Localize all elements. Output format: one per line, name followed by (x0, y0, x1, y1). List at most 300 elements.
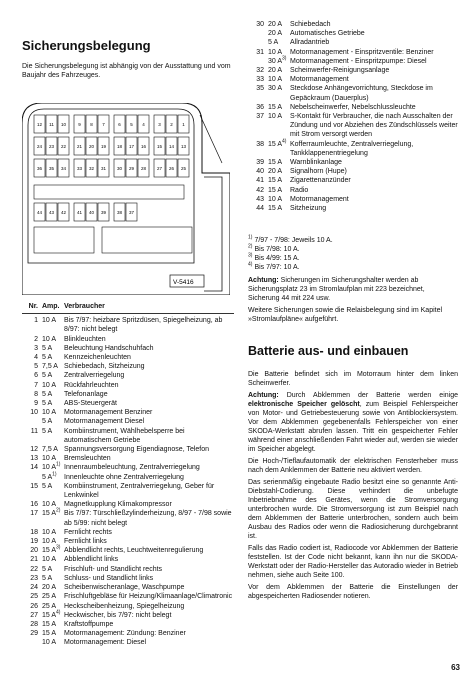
fuse-number: 12 (30, 446, 38, 454)
fuse-consumer: ABS-Steuergerät (64, 400, 117, 408)
table-row (248, 186, 458, 195)
fuse-consumer: Sitzheizung (290, 205, 327, 213)
fuse-ampere-value: 15 A (42, 547, 57, 555)
fuse-ampere (268, 167, 290, 176)
fuse-slot-number: 37 (128, 210, 135, 215)
fuse-slot-number: 9 (78, 122, 81, 127)
fuse-ampere-value: 5 A (42, 482, 53, 490)
attention-text: Sicherungen im Sicherungshalter werden ab Sicherungsplatz 23 im Stromlaufplan mit 223 bezeichnet, Sicherung 44 mit 224 usw. (248, 277, 425, 302)
fuse-ampere-value: 10 A (42, 409, 57, 417)
fuse-consumer: Bremsleuchten (64, 455, 111, 463)
fuse-ampere (268, 75, 290, 84)
fuse-number: 8 (34, 390, 38, 398)
fuse-ampere-value: 20 A (268, 67, 283, 75)
fuse-consumer: Beleuchtung Handschuhfach (64, 344, 154, 352)
fuse-number: 37 (256, 113, 264, 121)
table-row (22, 528, 234, 537)
fuse-consumer: Nebelscheinwerfer, Nebelschlussleuchte (290, 103, 416, 111)
footnote (248, 236, 458, 245)
fuse-number: 10 (30, 409, 38, 417)
fuse-ampere (42, 611, 64, 620)
fuse-ampere-value: 15 A (268, 177, 283, 185)
fuse-consumer: Schiebedach, Sitzheizung (64, 363, 145, 371)
fuse-slot-number: 35 (48, 166, 55, 171)
footnote (248, 263, 458, 272)
fuse-slot-number: 27 (156, 166, 163, 171)
footnote (248, 245, 458, 254)
fuse-slot-number: 26 (168, 166, 175, 171)
fuse-ampere-value: 10 A (42, 464, 57, 472)
fuse-slot-number: 13 (180, 144, 187, 149)
footnotes (248, 236, 458, 272)
fuse-ampere-value: 15 A (42, 630, 57, 638)
fuse-consumer: Kofferraumleuchte, Zentralverriegelung, Tankklappenentriegelung (290, 140, 414, 157)
fuse-ampere (42, 371, 64, 380)
notes-section (248, 236, 458, 327)
radio-note: Das serienmäßig eingebaute Radio besitzt eine so genannte Anti-Diebstahl-Codierung. Diese verhindert die unbefugte Inbetriebnahme des Gerätes, wenn die Stromversorgung unterbrochen wurde. Die Stromversorgung ist zum Beispiel nach dem Abklemmen der Batterie unterbrochen, sondern auch beim Ausbau des Radios oder wenn die Radiosicherung durchgebrannt ist. (248, 479, 458, 540)
fuse-number: 16 (30, 501, 38, 509)
footnote-marker: 1) (56, 462, 61, 469)
fuse-ampere-value: 10 A (42, 381, 57, 389)
fuse-ampere-value: 20 A (42, 584, 57, 592)
table-row (22, 353, 234, 362)
fuse-ampere-value: 5 A (42, 574, 53, 582)
fuse-ampere (268, 48, 290, 57)
fuse-ampere (42, 509, 64, 527)
fuse-ampere-value: 25 A (42, 602, 57, 610)
fuse-slot-number: 21 (76, 144, 83, 149)
table-row (22, 574, 234, 583)
fuse-consumer: Motormanagement (290, 76, 349, 84)
fuse-slot-number: 3 (158, 122, 161, 127)
fuse-ampere-value: 25 A (42, 593, 57, 601)
fuse-ampere-value: 5 A (42, 473, 53, 481)
fuse-slot-number: 14 (168, 144, 175, 149)
fuse-ampere-value: 10 A (268, 113, 283, 121)
footnote-text: 7/97 - 7/98: Jeweils 10 A. (254, 237, 333, 244)
table-row (22, 399, 234, 408)
fuse-consumer: Schluss- und Standlicht links (64, 574, 154, 582)
fuse-consumer: S-Kontakt für Verbraucher, die nach Ausschalten der Zündung und vor Abziehen des Zündschlüssels weiter mit Strom versorgt werden (290, 113, 458, 139)
fuse-slot-number: 6 (118, 122, 121, 127)
fuse-consumer: Abblendlicht links (64, 556, 119, 564)
fuse-ampere-value: 10 A (42, 639, 57, 647)
fuse-consumer: Zentralverriegelung (64, 372, 125, 380)
table-row (22, 316, 234, 334)
fuse-ampere (268, 29, 290, 38)
fuse-ampere-value: 5 A (42, 390, 53, 398)
fuse-ampere (42, 335, 64, 344)
fuse-consumer: Signalhorn (Hupe) (290, 168, 347, 176)
fuse-slot-number: 15 (156, 144, 163, 149)
fuse-slot-number: 24 (36, 144, 43, 149)
fuse-table-left (22, 302, 234, 648)
table-row (22, 546, 234, 555)
fuse-number: 44 (256, 205, 264, 213)
table-row (22, 565, 234, 574)
fuse-consumer: Frischluftgebläse für Heizung/Klimaanlage/Climatronic (64, 593, 233, 601)
relay-note: Weitere Sicherungen sowie die Relaisbelegung sind im Kapitel »Stromlaufpläne« aufgeführt. (248, 307, 443, 323)
fuse-ampere (268, 38, 290, 47)
fuse-number: 9 (34, 400, 38, 408)
table-row (22, 427, 234, 445)
fuse-number: 24 (30, 584, 38, 592)
fuse-number: 32 (256, 67, 264, 75)
fuse-ampere (42, 629, 64, 638)
table-row (22, 335, 234, 344)
fuse-ampere-value: 10 A (268, 195, 283, 203)
fuse-table-right (248, 20, 458, 213)
fuse-ampere (42, 546, 64, 555)
fuse-slot-number: 23 (48, 144, 55, 149)
table-row (248, 140, 458, 158)
fuse-consumer: Innenraumbeleuchtung, Zentralverriegelung (64, 464, 200, 472)
fuse-consumer: Zigarettenanzünder (290, 177, 351, 185)
table-row (22, 509, 234, 527)
fuse-ampere (42, 445, 64, 454)
fuse-number: 31 (256, 48, 264, 56)
fuse-ampere (42, 362, 64, 371)
table-row (22, 371, 234, 380)
fuse-consumer: Motormanagement Diesel (64, 418, 145, 426)
table-row (22, 592, 234, 601)
fuse-ampere-value: 15 A (42, 620, 57, 628)
fuse-slot-number: 22 (60, 144, 67, 149)
fuse-ampere (42, 427, 64, 445)
fuse-ampere (42, 592, 64, 601)
page-title: Sicherungsbelegung (22, 38, 151, 53)
fuse-consumer: Bis 7/97: Türschließzylinderheizung, 8/97 - 7/98 sowie ab 5/99: nicht belegt (64, 510, 232, 527)
table-row (22, 629, 234, 638)
fuse-ampere (42, 381, 64, 390)
footnote-text: Bis 7/97: 10 A. (254, 264, 300, 271)
fuse-ampere (42, 528, 64, 537)
table-header (22, 302, 234, 314)
fuse-consumer: Rückfahrleuchten (64, 381, 119, 389)
fuse-ampere (42, 500, 64, 509)
header-consumer: Verbraucher (64, 303, 105, 310)
fuse-number: 21 (30, 556, 38, 564)
fuse-number (22, 638, 42, 647)
fuse-slot-number: 29 (128, 166, 135, 171)
fuse-number: 7 (34, 381, 38, 389)
fuse-slot-number: 32 (88, 166, 95, 171)
fuse-ampere-value: 10 A (42, 455, 57, 463)
fuse-ampere-value: 15 A (268, 140, 283, 148)
code-note: Falls das Radio codiert ist, Radiocode vor Abklemmen der Batterie feststellen. Ist der Code nicht bekannt, kann ihn nur die SKODA-Werkstatt oder der Radio-Hersteller das Autoradio wieder in Betrieb nehmen, siehe auch Seite 100. (248, 545, 458, 579)
fuse-slot-number: 10 (60, 122, 67, 127)
table-row (248, 84, 458, 102)
fuse-consumer: Magnetkupplung Klimakompressor (64, 501, 172, 509)
fuse-number (248, 29, 268, 38)
fuse-ampere (42, 417, 64, 426)
fuse-consumer: Fernlicht links (64, 538, 107, 546)
fuse-slot-number: 7 (102, 122, 105, 127)
table-row (248, 112, 458, 140)
table-row (22, 620, 234, 629)
fuse-consumer: Warnblinkanlage (290, 159, 342, 167)
footnote-marker: 1) (52, 471, 57, 478)
fuse-number: 29 (30, 630, 38, 638)
fuse-slot-number: 18 (116, 144, 123, 149)
fuse-consumer: Telefonanlage (64, 390, 108, 398)
fuse-ampere-value: 15 A (42, 611, 57, 619)
fuse-ampere-value: 20 A (268, 168, 283, 176)
fuse-ampere (42, 555, 64, 564)
fuse-number: 20 (30, 547, 38, 555)
fuse-ampere (42, 620, 64, 629)
fuse-consumer: Abblendlicht rechts, Leuchtweitenregulierung (64, 547, 204, 555)
fuse-number: 30 (256, 21, 264, 28)
fuse-ampere (42, 602, 64, 611)
fuse-number: 5 (34, 363, 38, 371)
table-row (248, 103, 458, 112)
fuse-number (248, 38, 268, 47)
fuse-slot-number: 42 (60, 210, 67, 215)
footnote-mark: 2) (248, 243, 253, 250)
fuse-slot-number: 25 (180, 166, 187, 171)
fuse-consumer: Frischluft- und Standlicht rechts (64, 565, 163, 573)
footnote-marker: 2) (56, 508, 61, 515)
fuse-ampere-value: 5 A (42, 372, 53, 380)
battery-intro: Die Batterie befindet sich im Motorraum hinter dem linken Scheinwerfer. (248, 371, 458, 387)
table-row (22, 611, 234, 620)
fuse-number: 40 (256, 168, 264, 176)
fuse-ampere-value: 15 A (268, 159, 283, 167)
fuse-number: 26 (30, 602, 38, 610)
fuse-box-diagram (22, 103, 230, 295)
attention-note-battery (248, 391, 458, 454)
fuse-number: 35 (256, 85, 264, 93)
fuse-number: 1 (34, 317, 38, 325)
fuse-slot-number: 36 (36, 166, 43, 171)
fuse-number: 4 (34, 354, 38, 362)
fuse-ampere-value: 20 A (268, 30, 283, 38)
fuse-ampere-value: 7,5 A (42, 363, 58, 371)
fuse-ampere-value: 5 A (42, 354, 53, 362)
table-row (22, 500, 234, 509)
attention-label: Achtung: (248, 277, 279, 284)
fuse-consumer: Fernlicht rechts (64, 528, 112, 536)
fuse-ampere-value: 5 A (42, 427, 53, 435)
fuse-number: 6 (34, 372, 38, 380)
fuse-slot-number: 43 (48, 210, 55, 215)
table-row (22, 555, 234, 564)
fuse-ampere-value: 10 A (42, 501, 57, 509)
fuse-ampere-value: 10 A (42, 538, 57, 546)
fuse-slot-number: 39 (100, 210, 107, 215)
fuse-ampere (42, 353, 64, 362)
fuse-slot-number: 1 (182, 122, 185, 127)
fuse-slot-number: 8 (90, 122, 93, 127)
fuse-ampere-value: 5 A (42, 565, 53, 573)
fuse-slot-number: 30 (116, 166, 123, 171)
table-row (248, 167, 458, 176)
fuse-number (22, 417, 42, 426)
header-amp: Amp. (42, 303, 60, 310)
fuse-ampere (42, 638, 64, 647)
fuse-consumer: Schiebedach (290, 21, 331, 28)
fuse-number: 3 (34, 344, 38, 352)
fuse-slot-number: 16 (140, 144, 147, 149)
fuse-ampere-value: 10 A (268, 76, 283, 84)
fuse-slot-number: 40 (88, 210, 95, 215)
fuse-ampere (42, 537, 64, 546)
attention-text-bold: elektronische Speicher gelöscht (248, 401, 360, 408)
intro-text: Die Sicherungsbelegung ist abhängig von der Ausstattung und vom Baujahr des Fahrzeuges. (22, 63, 231, 79)
fuse-consumer: Scheinwerfer-Reinigungsanlage (290, 67, 390, 75)
fuse-number: 36 (256, 103, 264, 111)
page-number: 63 (451, 663, 460, 672)
footnote (248, 254, 458, 263)
fuse-number: 42 (256, 186, 264, 194)
fuse-ampere-value: 10 A (268, 48, 283, 56)
table-row (22, 473, 234, 482)
fuse-ampere (42, 408, 64, 417)
fuse-consumer: Radio (290, 186, 309, 194)
fuse-ampere (42, 454, 64, 463)
footnote-mark: 1) (248, 234, 253, 241)
footnote-text: Bis 7/98: 10 A. (254, 246, 300, 253)
fuse-slot-number: 19 (100, 144, 107, 149)
attention-label: Achtung: (248, 392, 279, 399)
fuse-consumer: Kombiinstrument, Zentralverriegelung, Geber für Lenkwinkel (64, 482, 215, 500)
fuse-slot-number: 2 (170, 122, 173, 127)
fuse-ampere (268, 195, 290, 204)
fuse-consumer: Innenleuchte ohne Zentralverriegelung (64, 473, 184, 481)
figure-label: V-5416 (173, 279, 194, 286)
fuse-consumer: Steckdose Anhängevorrichtung, Steckdose im Gepäckraum (Dauerplus) (290, 85, 433, 102)
fuse-ampere-value: 7,5 A (42, 446, 58, 454)
attention-note-fuses (248, 276, 458, 303)
table-row (248, 29, 458, 38)
battery-section (248, 370, 458, 604)
fuse-ampere-value: 30 A (268, 85, 283, 93)
fuse-ampere-value: 5 A (268, 39, 279, 47)
fuse-consumer: Kraftstoffpumpe (64, 620, 114, 628)
fuse-consumer: Motormanagement - Einspritzventile: Benziner (290, 48, 434, 56)
fuse-slot-number: 11 (49, 122, 54, 127)
fuse-ampere (268, 176, 290, 185)
fuse-ampere-value: 15 A (268, 205, 283, 213)
table-row (22, 454, 234, 463)
table-row (248, 38, 458, 47)
fuse-number: 28 (30, 620, 38, 628)
fuse-consumer: Motormanagement: Zündung: Benziner (64, 630, 186, 638)
fuse-ampere (268, 158, 290, 167)
fuse-ampere (268, 20, 290, 29)
fuse-ampere-value: 15 A (268, 103, 283, 111)
fuse-number: 13 (30, 455, 38, 463)
table-row (22, 390, 234, 399)
fuse-number: 11 (30, 427, 38, 435)
table-row (248, 176, 458, 185)
table-row (248, 204, 458, 213)
fuse-consumer: Motormanagement Benziner (64, 409, 153, 417)
fuse-number: 18 (30, 528, 38, 536)
table-row (22, 537, 234, 546)
fuse-ampere (268, 186, 290, 195)
table-row (248, 75, 458, 84)
fuse-ampere-value: 20 A (268, 21, 283, 28)
fuse-consumer: Heckscheibenheizung, Spiegelheizung (64, 602, 185, 610)
fuse-number: 43 (256, 195, 264, 203)
fuse-ampere-value: 30 A (268, 57, 283, 65)
fuse-consumer: Motormanagement - Einspritzpumpe: Diesel (290, 57, 427, 65)
fuse-ampere-value: 10 A (42, 317, 57, 325)
fuse-ampere (268, 140, 290, 158)
fuse-slot-number: 34 (60, 166, 67, 171)
fuse-consumer: Allradantrieb (290, 39, 330, 47)
fuse-ampere (42, 473, 64, 482)
fuse-slot-number: 31 (100, 166, 107, 171)
table-row (22, 417, 234, 426)
table-row (22, 638, 234, 647)
fuse-ampere-value: 10 A (42, 335, 57, 343)
fuse-ampere (42, 482, 64, 500)
fuse-slot-number: 41 (76, 210, 83, 215)
fuse-ampere (42, 316, 64, 334)
fuse-consumer: Automatisches Getriebe (290, 30, 365, 38)
fuse-ampere-value: 5 A (42, 344, 53, 352)
footnote-marker: 4) (282, 138, 287, 145)
fuse-number (248, 57, 268, 66)
fuse-consumer: Spannungsversorgung Eigendiagnose, Telefon (64, 446, 210, 454)
fuse-number: 27 (30, 611, 38, 619)
table-row (248, 66, 458, 75)
section-title: Batterie aus- und einbauen (248, 344, 409, 358)
fuse-slot-number: 28 (140, 166, 147, 171)
table-row (22, 445, 234, 454)
after-note: Vor dem Abklemmen der Batterie die Einstellungen der abgespeicherten Radiosender notieren. (248, 584, 458, 600)
table-row (22, 602, 234, 611)
footnote-marker: 4) (56, 609, 61, 616)
footnote-marker: 3) (56, 544, 61, 551)
header-nr: Nr. (28, 303, 38, 310)
fuse-ampere-value: 5 A (42, 418, 53, 426)
fuse-ampere (268, 103, 290, 112)
fuse-slot-number: 33 (76, 166, 83, 171)
fuse-ampere (42, 344, 64, 353)
fuse-ampere (268, 57, 290, 66)
fuse-ampere (42, 565, 64, 574)
fuse-ampere (268, 204, 290, 213)
table-row (22, 583, 234, 592)
window-note: Die Hoch-/Tieflaufautomatik der elektrischen Fensterheber muss nach dem Anklemmen der Batterie neu aktiviert werden. (248, 458, 458, 474)
fuse-number: 19 (30, 538, 38, 546)
table-row (22, 482, 234, 500)
fuse-ampere (42, 399, 64, 408)
fuse-slot-number: 38 (116, 210, 123, 215)
footnote-text: Bis 4/99: 15 A. (254, 255, 300, 262)
table-row (22, 381, 234, 390)
fuse-consumer: Scheibenwischeranlage, Waschpumpe (64, 584, 185, 592)
fuse-consumer: Motormanagement: Diesel (64, 639, 147, 647)
fuse-consumer: Bis 7/97: heizbare Spritzdüsen, Spiegelheizung, ab 8/97: nicht belegt (64, 317, 223, 334)
fuse-ampere-value: 10 A (42, 556, 57, 564)
fuse-consumer: Blinkleuchten (64, 335, 106, 343)
fuse-consumer: Kombiinstrument, Wählhebelsperre bei automatischem Getriebe (64, 427, 185, 444)
fuse-consumer: Motormanagement (290, 195, 349, 203)
table-row (248, 158, 458, 167)
fuse-number: 39 (256, 159, 264, 167)
fuse-number: 15 (30, 482, 38, 490)
fuse-ampere-value: 10 A (42, 528, 57, 536)
fuse-number: 38 (256, 140, 264, 148)
fuse-slot-number: 4 (142, 122, 145, 127)
footnote-mark: 3) (248, 252, 253, 259)
fuse-number: 41 (256, 177, 264, 185)
